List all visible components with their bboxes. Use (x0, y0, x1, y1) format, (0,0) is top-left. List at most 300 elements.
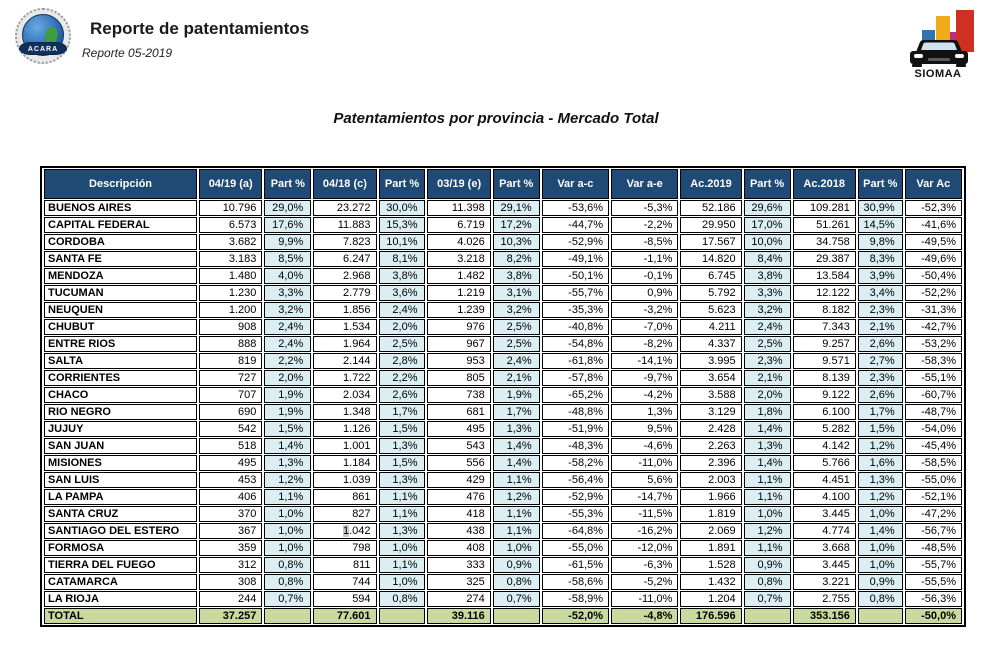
cell: 707 (199, 387, 262, 403)
cell: 1,3% (379, 438, 426, 454)
cell: 3,1% (493, 285, 540, 301)
column-header: Var Ac (905, 169, 962, 199)
cell: -49,6% (905, 251, 962, 267)
cell: 353.156 (793, 608, 856, 624)
cell: 14.820 (680, 251, 741, 267)
cell: 1,9% (264, 404, 311, 420)
cell: -56,3% (905, 591, 962, 607)
row-label: SAN LUIS (44, 472, 197, 488)
cell: 2,3% (744, 353, 791, 369)
table-row (44, 404, 962, 420)
cell: 1,0% (744, 506, 791, 522)
cell: -58,3% (905, 353, 962, 369)
cell: 2.755 (793, 591, 856, 607)
cell: 1,4% (858, 523, 903, 539)
row-label: NEUQUEN (44, 302, 197, 318)
table-row (44, 438, 962, 454)
cell: 2,4% (264, 336, 311, 352)
cell: 6.100 (793, 404, 856, 420)
cell: 1,3% (379, 523, 426, 539)
cell: -55,0% (905, 472, 962, 488)
cell: 8.139 (793, 370, 856, 386)
cell: -54,8% (542, 336, 609, 352)
cell: 3.218 (427, 251, 490, 267)
cell: -54,0% (905, 421, 962, 437)
cell: 744 (313, 574, 376, 590)
column-header: 03/19 (e) (427, 169, 490, 199)
cell: -56,7% (905, 523, 962, 539)
cell: 1,1% (493, 472, 540, 488)
cell: 2.428 (680, 421, 741, 437)
cell: -12,0% (611, 540, 678, 556)
cell: -56,4% (542, 472, 609, 488)
cell: -8,2% (611, 336, 678, 352)
cell: 0,9% (858, 574, 903, 590)
cell: 8,5% (264, 251, 311, 267)
cell: 325 (427, 574, 490, 590)
cell: 1,0% (379, 540, 426, 556)
row-label: SANTIAGO DEL ESTERO (44, 523, 197, 539)
row-label: MENDOZA (44, 268, 197, 284)
cell: 1.534 (313, 319, 376, 335)
cell: 453 (199, 472, 262, 488)
cell: 4.100 (793, 489, 856, 505)
cell (858, 608, 903, 624)
row-label: CHACO (44, 387, 197, 403)
row-label: LA RIOJA (44, 591, 197, 607)
cell: -58,9% (542, 591, 609, 607)
cell: 438 (427, 523, 490, 539)
cell: 976 (427, 319, 490, 335)
cell: 908 (199, 319, 262, 335)
cell: 30,9% (858, 200, 903, 216)
cell: 3.445 (793, 506, 856, 522)
row-label: SAN JUAN (44, 438, 197, 454)
cell: -48,5% (905, 540, 962, 556)
cell: -3,2% (611, 302, 678, 318)
cell: 7.823 (313, 234, 376, 250)
table-row (44, 268, 962, 284)
cell: -11,0% (611, 591, 678, 607)
cell: 10.796 (199, 200, 262, 216)
cell: 1,0% (264, 523, 311, 539)
cell: 17.567 (680, 234, 741, 250)
cell: -61,8% (542, 353, 609, 369)
cell: 4.211 (680, 319, 741, 335)
cell: 2,3% (858, 302, 903, 318)
cell: 861 (313, 489, 376, 505)
cell: 8.182 (793, 302, 856, 318)
cell: 17,0% (744, 217, 791, 233)
cell: 2,6% (379, 387, 426, 403)
column-header: Ac.2019 (680, 169, 741, 199)
cell: 244 (199, 591, 262, 607)
cell: -16,2% (611, 523, 678, 539)
cell: 1.039 (313, 472, 376, 488)
page-subtitle: Reporte 05-2019 (82, 46, 173, 60)
cell: 29,0% (264, 200, 311, 216)
cell: 2.003 (680, 472, 741, 488)
cell: -52,0% (542, 608, 609, 624)
cell: -47,2% (905, 506, 962, 522)
cell: 51.261 (793, 217, 856, 233)
cell: 967 (427, 336, 490, 352)
cell: -11,0% (611, 455, 678, 471)
cell: 594 (313, 591, 376, 607)
cell: -0,1% (611, 268, 678, 284)
cell: 1.856 (313, 302, 376, 318)
cell: 3,8% (744, 268, 791, 284)
cell: 0,7% (493, 591, 540, 607)
cell: 1,8% (744, 404, 791, 420)
cell: 5.282 (793, 421, 856, 437)
cell: 6.719 (427, 217, 490, 233)
table-row (44, 421, 962, 437)
cell: 3.588 (680, 387, 741, 403)
cell (493, 608, 540, 624)
cell: 2,8% (379, 353, 426, 369)
cell: 2.779 (313, 285, 376, 301)
cell: -49,1% (542, 251, 609, 267)
cell: 1.230 (199, 285, 262, 301)
cell: 9.122 (793, 387, 856, 403)
cell: 2,2% (379, 370, 426, 386)
cell: 2,0% (264, 370, 311, 386)
cell: -55,1% (905, 370, 962, 386)
page-title: Reporte de patentamientos (90, 19, 310, 38)
cell: 805 (427, 370, 490, 386)
cell: 11.883 (313, 217, 376, 233)
table-row (44, 319, 962, 335)
row-label: CAPITAL FEDERAL (44, 217, 197, 233)
cell: 8,4% (744, 251, 791, 267)
cell: 408 (427, 540, 490, 556)
cell: -40,8% (542, 319, 609, 335)
row-label: CATAMARCA (44, 574, 197, 590)
cell: 2,5% (493, 319, 540, 335)
cell: 52.186 (680, 200, 741, 216)
cell: 3,3% (744, 285, 791, 301)
cell: 1.200 (199, 302, 262, 318)
table-row (44, 472, 962, 488)
cell (264, 608, 311, 624)
cell: 1.219 (427, 285, 490, 301)
cell: 2,5% (379, 336, 426, 352)
cell: -55,5% (905, 574, 962, 590)
cell: -65,2% (542, 387, 609, 403)
cell: 1,2% (858, 489, 903, 505)
cell: 1,3% (611, 404, 678, 420)
cell: 2,3% (858, 370, 903, 386)
cell: 3.221 (793, 574, 856, 590)
cell: -14,7% (611, 489, 678, 505)
cell: 1.482 (427, 268, 490, 284)
cell: 359 (199, 540, 262, 556)
cell: 274 (427, 591, 490, 607)
cell: 1,5% (858, 421, 903, 437)
cell: -61,5% (542, 557, 609, 573)
column-header: Part % (379, 169, 426, 199)
cell: 1,1% (493, 523, 540, 539)
total-row (44, 608, 962, 624)
cell: 2,4% (264, 319, 311, 335)
cell: -55,3% (542, 506, 609, 522)
column-header: Descripción (44, 169, 197, 199)
cell: 811 (313, 557, 376, 573)
cell: 0,8% (493, 574, 540, 590)
cell: 888 (199, 336, 262, 352)
cell: 9.571 (793, 353, 856, 369)
cell: 798 (313, 540, 376, 556)
cell: 0,8% (744, 574, 791, 590)
table-row (44, 200, 962, 216)
cell: 2,0% (744, 387, 791, 403)
cell: 1.042 (313, 523, 376, 539)
cell: 8,2% (493, 251, 540, 267)
cell: 1,4% (744, 421, 791, 437)
cell: 29,6% (744, 200, 791, 216)
cell: 1,1% (744, 472, 791, 488)
cell (744, 608, 791, 624)
cell: 0,9% (744, 557, 791, 573)
cell: 333 (427, 557, 490, 573)
cell: 1,4% (493, 455, 540, 471)
cell: 3,2% (264, 302, 311, 318)
cell: 3,2% (493, 302, 540, 318)
cell: 1,6% (858, 455, 903, 471)
cell: -52,9% (542, 489, 609, 505)
cell: 3,4% (858, 285, 903, 301)
row-label: BUENOS AIRES (44, 200, 197, 216)
cell: 1.001 (313, 438, 376, 454)
cell: -9,7% (611, 370, 678, 386)
cell: 6.745 (680, 268, 741, 284)
cell: 23.272 (313, 200, 376, 216)
table-row (44, 387, 962, 403)
row-label: MISIONES (44, 455, 197, 471)
cell: 312 (199, 557, 262, 573)
cell: 3,9% (858, 268, 903, 284)
cell: 3,2% (744, 302, 791, 318)
cell: -53,6% (542, 200, 609, 216)
row-label: CORRIENTES (44, 370, 197, 386)
cell: -48,3% (542, 438, 609, 454)
cell: -4,6% (611, 438, 678, 454)
cell: 14,5% (858, 217, 903, 233)
cell: -1,1% (611, 251, 678, 267)
cell: 2,0% (379, 319, 426, 335)
cell: -4,8% (611, 608, 678, 624)
cell: 1,3% (264, 455, 311, 471)
cell: 308 (199, 574, 262, 590)
cell: -8,5% (611, 234, 678, 250)
cell: 3.654 (680, 370, 741, 386)
cell: 1,0% (493, 540, 540, 556)
cell: -52,9% (542, 234, 609, 250)
cell: 1,0% (379, 574, 426, 590)
cell: -57,8% (542, 370, 609, 386)
table-row (44, 540, 962, 556)
cell: 0,7% (744, 591, 791, 607)
cell: -4,2% (611, 387, 678, 403)
cell: 556 (427, 455, 490, 471)
cell: 3,3% (264, 285, 311, 301)
cell: 1.204 (680, 591, 741, 607)
cell: 1,3% (493, 421, 540, 437)
cell: 2,1% (858, 319, 903, 335)
cell: 819 (199, 353, 262, 369)
cell: 406 (199, 489, 262, 505)
cell: 418 (427, 506, 490, 522)
row-label: TIERRA DEL FUEGO (44, 557, 197, 573)
cell: 2,2% (264, 353, 311, 369)
patentamientos-table-wrap (40, 166, 966, 627)
cell: 37.257 (199, 608, 262, 624)
cell: -31,3% (905, 302, 962, 318)
cell: 1,1% (264, 489, 311, 505)
cell: 0,9% (493, 557, 540, 573)
acara-banner-label: ACARA (19, 42, 67, 55)
cell: 10,1% (379, 234, 426, 250)
cell: 1,7% (379, 404, 426, 420)
row-label: SANTA CRUZ (44, 506, 197, 522)
cell: -52,1% (905, 489, 962, 505)
cell: -45,4% (905, 438, 962, 454)
cell: 4.774 (793, 523, 856, 539)
cell: 1,7% (493, 404, 540, 420)
cell: -14,1% (611, 353, 678, 369)
cell: -51,9% (542, 421, 609, 437)
cell: -48,7% (905, 404, 962, 420)
table-row (44, 285, 962, 301)
row-label: CORDOBA (44, 234, 197, 250)
cell: -49,5% (905, 234, 962, 250)
column-header: Ac.2018 (793, 169, 856, 199)
cell: 77.601 (313, 608, 376, 624)
cell: 176.596 (680, 608, 741, 624)
cell: 9,8% (858, 234, 903, 250)
cell: 1,5% (379, 455, 426, 471)
cell: 0,8% (858, 591, 903, 607)
cell: 1,5% (379, 421, 426, 437)
cell: 2.263 (680, 438, 741, 454)
cell: 1,3% (858, 472, 903, 488)
cell: 3.682 (199, 234, 262, 250)
cell: 12.122 (793, 285, 856, 301)
table-row (44, 489, 962, 505)
cell: 0,9% (611, 285, 678, 301)
siomaa-logo-icon (900, 4, 976, 84)
cell: 0,8% (264, 574, 311, 590)
cell: 2,6% (858, 387, 903, 403)
cell: -48,8% (542, 404, 609, 420)
cell: 1.964 (313, 336, 376, 352)
cell: 1.966 (680, 489, 741, 505)
table-row (44, 455, 962, 471)
row-label: SALTA (44, 353, 197, 369)
column-header: Part % (264, 169, 311, 199)
cell: 1,0% (858, 557, 903, 573)
cell: 3,8% (379, 268, 426, 284)
cell: 1,4% (493, 438, 540, 454)
column-header: Part % (744, 169, 791, 199)
cell: 109.281 (793, 200, 856, 216)
cell: 1.722 (313, 370, 376, 386)
row-label: TOTAL (44, 608, 197, 624)
cell: 9,5% (611, 421, 678, 437)
cell: 2,6% (858, 336, 903, 352)
cell: 1,4% (744, 455, 791, 471)
cell: -5,2% (611, 574, 678, 590)
cell: -42,7% (905, 319, 962, 335)
cell: -58,5% (905, 455, 962, 471)
cell: -55,7% (542, 285, 609, 301)
cell (379, 608, 426, 624)
cell: 476 (427, 489, 490, 505)
cell: -2,2% (611, 217, 678, 233)
cell: -50,1% (542, 268, 609, 284)
cell: 3.183 (199, 251, 262, 267)
cell: 1,9% (493, 387, 540, 403)
cell: 2,4% (379, 302, 426, 318)
table-row (44, 557, 962, 573)
cell: 1.239 (427, 302, 490, 318)
cell: -11,5% (611, 506, 678, 522)
cell: -7,0% (611, 319, 678, 335)
cell: 3.995 (680, 353, 741, 369)
cell: -55,7% (905, 557, 962, 573)
cell: -55,0% (542, 540, 609, 556)
cell: 17,2% (493, 217, 540, 233)
cell: 10,3% (493, 234, 540, 250)
cell: 1,1% (379, 557, 426, 573)
cell: 953 (427, 353, 490, 369)
cell: 370 (199, 506, 262, 522)
cell: -35,3% (542, 302, 609, 318)
cell: 1,2% (493, 489, 540, 505)
cell: 738 (427, 387, 490, 403)
cell: 2.968 (313, 268, 376, 284)
column-header: Part % (493, 169, 540, 199)
cell: 17,6% (264, 217, 311, 233)
cell: 1,3% (379, 472, 426, 488)
cell: 29.387 (793, 251, 856, 267)
cell: 3,8% (493, 268, 540, 284)
cell: 4,0% (264, 268, 311, 284)
table-row (44, 370, 962, 386)
cell: -52,2% (905, 285, 962, 301)
cell: 4.337 (680, 336, 741, 352)
cell: 6.573 (199, 217, 262, 233)
cell: 4.142 (793, 438, 856, 454)
cell: 518 (199, 438, 262, 454)
cell: 7.343 (793, 319, 856, 335)
table-row (44, 523, 962, 539)
cell: 827 (313, 506, 376, 522)
cell: 13.584 (793, 268, 856, 284)
cell: 1,3% (744, 438, 791, 454)
cell: 495 (427, 421, 490, 437)
cell: 690 (199, 404, 262, 420)
report-title: Patentamientos por provincia - Mercado Total (333, 110, 659, 127)
cell: 542 (199, 421, 262, 437)
cell: 34.758 (793, 234, 856, 250)
cell: 0,7% (264, 591, 311, 607)
cell: 29,1% (493, 200, 540, 216)
cell: 1,9% (264, 387, 311, 403)
cell: 367 (199, 523, 262, 539)
cell: 1.528 (680, 557, 741, 573)
